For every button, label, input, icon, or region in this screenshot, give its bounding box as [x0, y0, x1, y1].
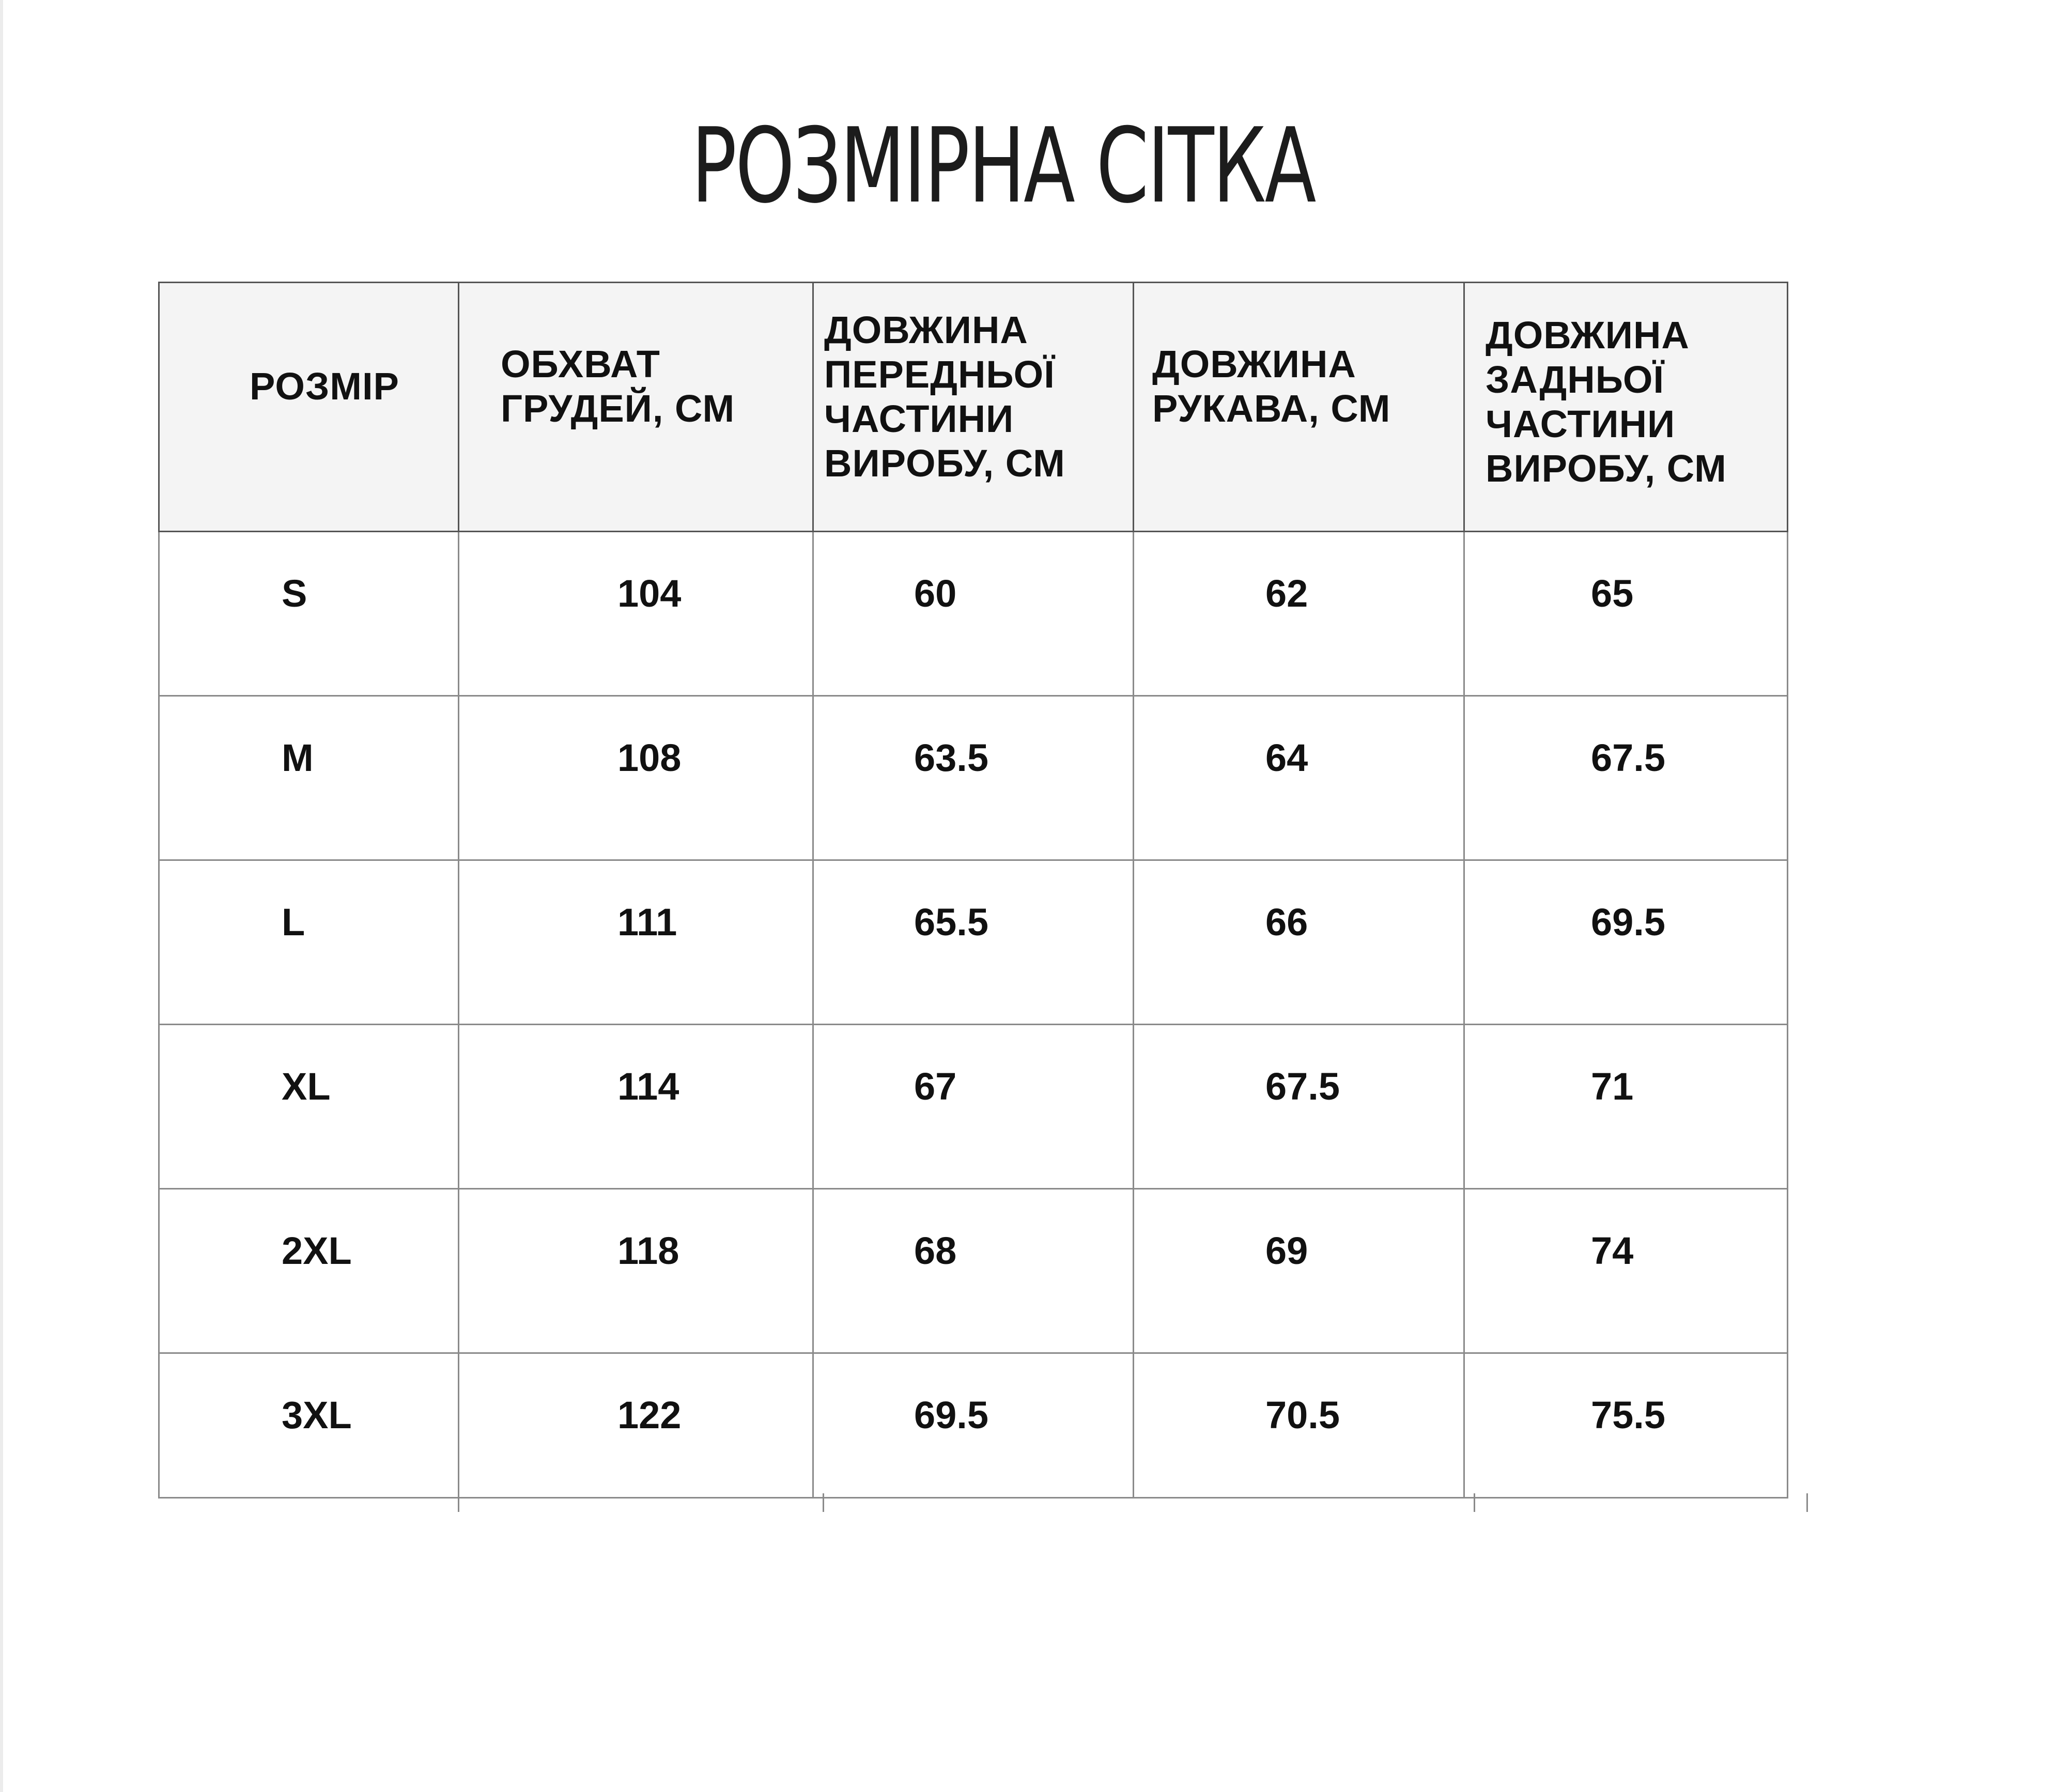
- header-front-length: ДОВЖИНА ПЕРЕДНЬОЇ ЧАСТИНИ ВИРОБУ, СМ: [813, 283, 1134, 532]
- cell-front-length: 63.5: [813, 696, 1134, 860]
- grid-line-stub: [823, 1493, 824, 1512]
- table-row: [159, 1189, 1788, 1353]
- cell-front-length: 69.5: [813, 1353, 1134, 1498]
- cell-front-length: 68: [813, 1189, 1134, 1353]
- cell-size: 3XL: [159, 1353, 459, 1498]
- cell-back-length: 71: [1464, 1025, 1788, 1189]
- table-row: [159, 1353, 1788, 1498]
- page-edge: [0, 0, 3, 1792]
- cell-back-length: 65: [1464, 532, 1788, 696]
- cell-front-length: 65.5: [813, 860, 1134, 1025]
- cell-back-length: 75.5: [1464, 1353, 1788, 1498]
- cell-chest-girth: 108: [459, 696, 813, 860]
- cell-chest-girth: 118: [459, 1189, 813, 1353]
- cell-front-length: 60: [813, 532, 1134, 696]
- cell-chest-girth: 114: [459, 1025, 813, 1189]
- cell-sleeve-length: 67.5: [1134, 1025, 1464, 1189]
- header-sleeve-length: ДОВЖИНА РУКАВА, СМ: [1134, 283, 1464, 532]
- table-row: [159, 860, 1788, 1025]
- table-row: [159, 696, 1788, 860]
- cell-sleeve-length: 62: [1134, 532, 1464, 696]
- cell-back-length: 74: [1464, 1189, 1788, 1353]
- cell-front-length: 67: [813, 1025, 1134, 1189]
- cell-size: S: [159, 532, 459, 696]
- grid-line-stub: [458, 1493, 459, 1512]
- cell-back-length: 69.5: [1464, 860, 1788, 1025]
- cell-size: XL: [159, 1025, 459, 1189]
- header-chest-girth: ОБХВАТ ГРУДЕЙ, СМ: [459, 283, 813, 532]
- cell-chest-girth: 104: [459, 532, 813, 696]
- grid-line-stub: [1474, 1493, 1475, 1512]
- cell-size: L: [159, 860, 459, 1025]
- size-chart-table: [158, 282, 1788, 1499]
- page-title: РОЗМІРНА СІТКА: [691, 106, 1315, 226]
- cell-back-length: 67.5: [1464, 696, 1788, 860]
- cell-chest-girth: 122: [459, 1353, 813, 1498]
- header-size: РОЗМІР: [159, 283, 459, 532]
- cell-sleeve-length: 64: [1134, 696, 1464, 860]
- table-header: [159, 283, 1788, 532]
- table-row: [159, 1025, 1788, 1189]
- cell-size: M: [159, 696, 459, 860]
- header-back-length: ДОВЖИНА ЗАДНЬОЇ ЧАСТИНИ ВИРОБУ, СМ: [1464, 283, 1788, 532]
- cell-chest-girth: 111: [459, 860, 813, 1025]
- grid-line-stub: [1806, 1493, 1808, 1512]
- header-row: [159, 283, 1788, 532]
- cell-sleeve-length: 70.5: [1134, 1353, 1464, 1498]
- cell-size: 2XL: [159, 1189, 459, 1353]
- cell-sleeve-length: 69: [1134, 1189, 1464, 1353]
- table-row: [159, 532, 1788, 696]
- cell-sleeve-length: 66: [1134, 860, 1464, 1025]
- table-body: [159, 532, 1788, 1498]
